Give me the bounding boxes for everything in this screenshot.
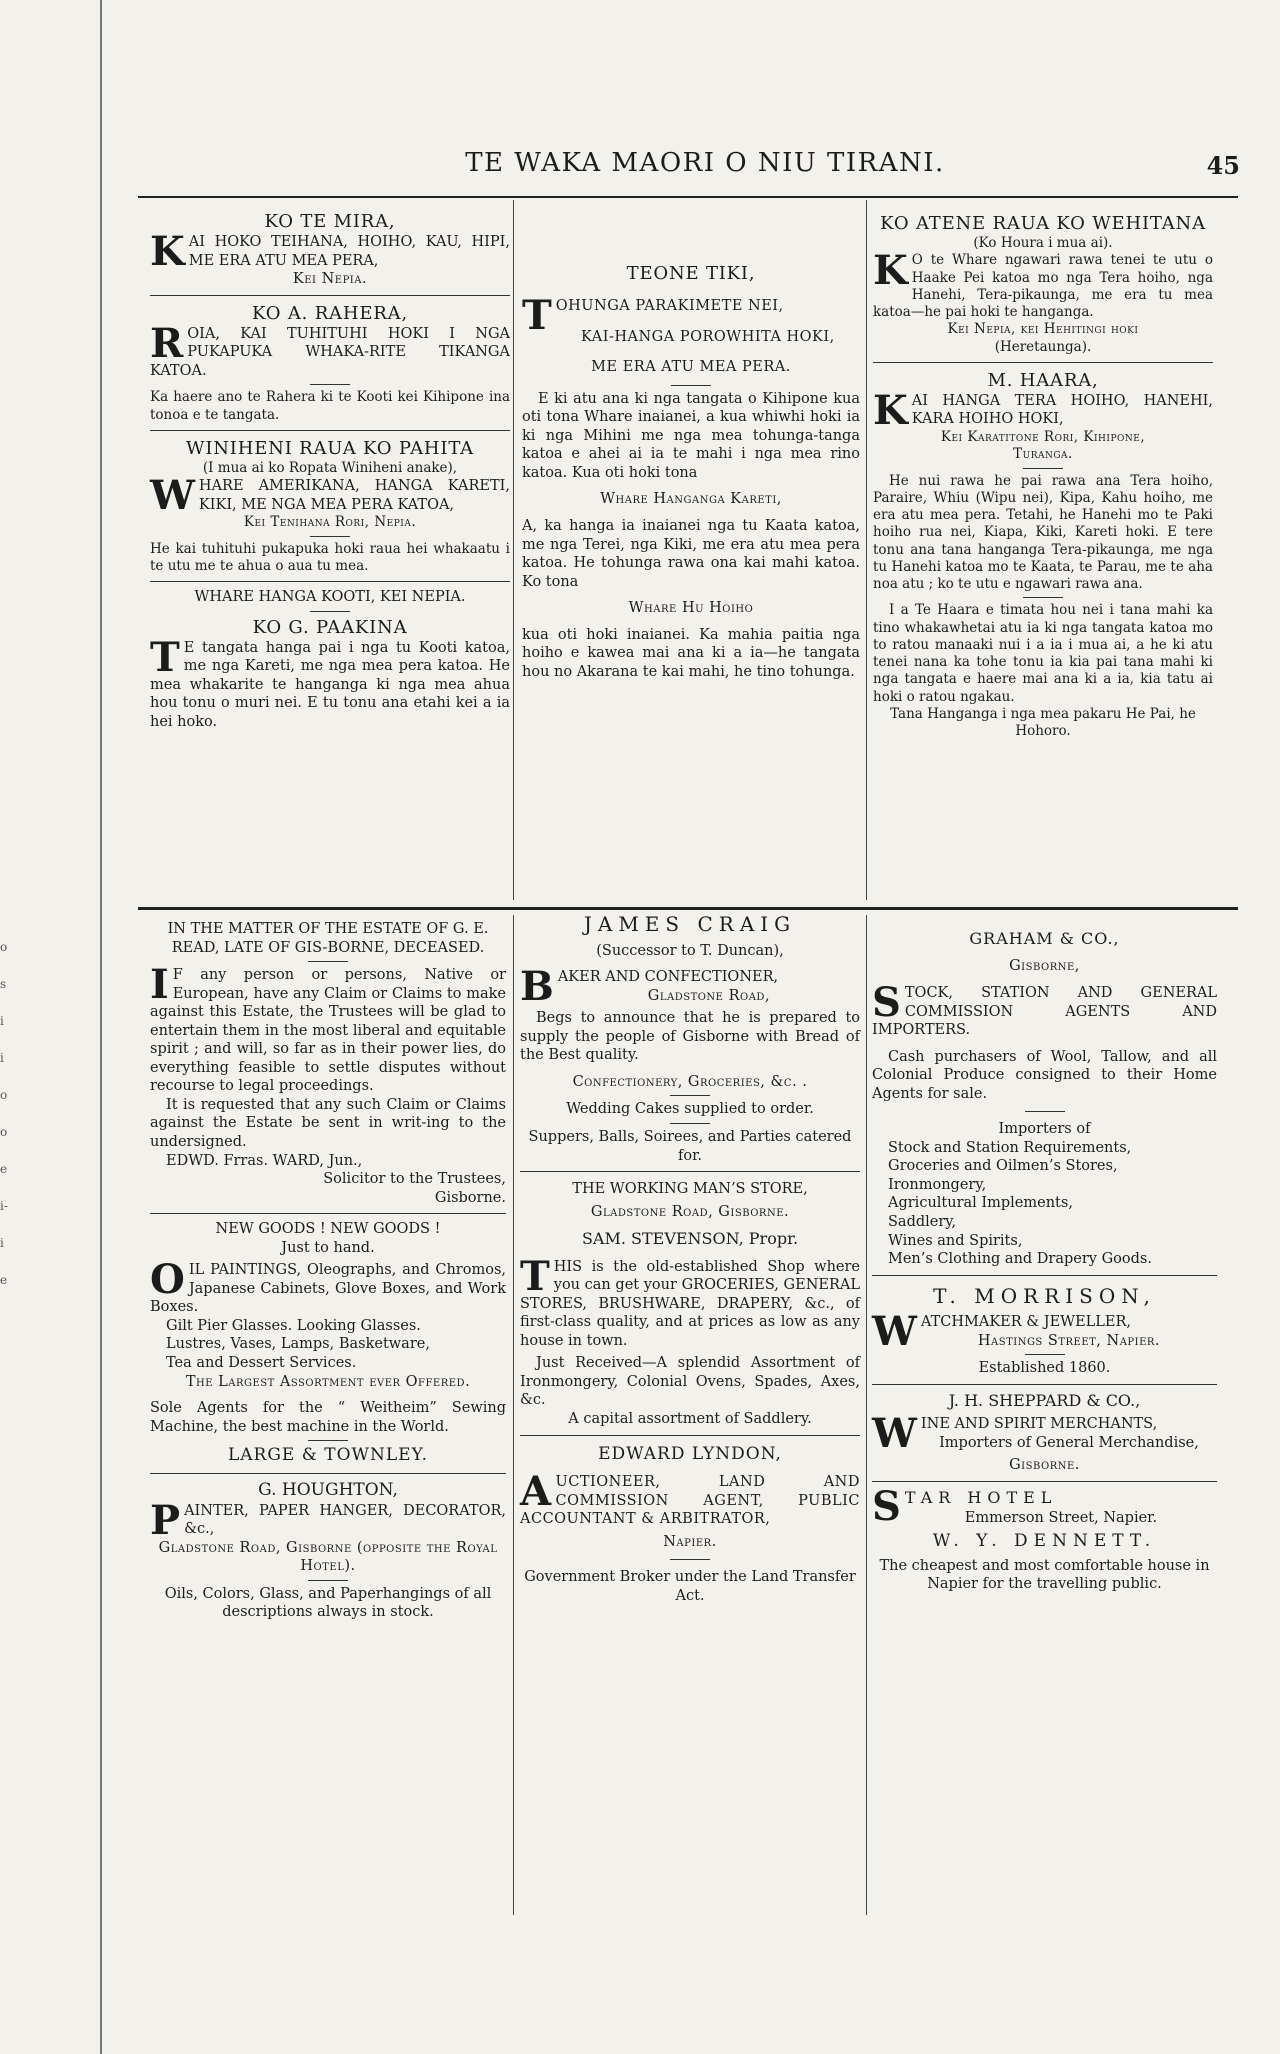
craig-line: AKER AND CONFECTIONER, [557,969,779,986]
graham-line: TOCK, STATION AND GENERAL COMMISSION AGENTS AND IMPORTERS. [872,985,1217,1039]
haara-para-3: Tana Hanganga i nga mea pakaru He Pai, he Hohoro. [890,706,1196,740]
rahera-note: Ka haere ano te Rahera ki te Kooti kei Kihipone ina tonoa e te tangata. [150,389,510,423]
sheppard-line: INE AND SPIRIT MERCHANTS, [920,1416,1158,1433]
haara-heading: M. HAARA, [987,369,1099,391]
drop-cap: O [150,1256,185,1304]
houghton-note: Oils, Colors, Glass, and Paperhangings of all descriptions always in stock. [164,1585,492,1621]
goods-heading: NEW GOODS ! NEW GOODS ! [215,1221,441,1238]
read-sign: EDWD. Frras. WARD, Jun., [166,1152,363,1169]
morrison-heading: T. MORRISON, [933,1283,1156,1308]
graham-place: Gisborne, [1009,958,1080,975]
graham-body: Cash purchasers of Wool, Tallow, and all Colonial Produce consigned to their Home Agents for sale. [872,1048,1217,1102]
drop-cap: B [520,963,554,1011]
drop-cap: A [520,1468,552,1516]
graham-list-item: Ironmongery, [888,1176,987,1193]
graham-list-item: Saddlery, [888,1214,957,1231]
goods-body: IL PAINTINGS, Oleographs, and Chromos, Japanese Cabinets, Glove Boxes, and Work Boxes. [150,1262,506,1316]
craig-place: Gladstone Road, [647,987,771,1004]
drop-cap: T [150,633,180,681]
edge-frag: e [0,1162,8,1176]
teone-body-1: E ki atu ana ki nga tangata o Kihipone kua oti tona Whare inaianei, a kua whiwhi hoki ia ki nga Mihini me nga mea tohunga-tanga katoa e ahei ai ia te mahi i nga mea rino katoa. Kua oti hoki tona [522,390,860,481]
winiheni-body: HARE AMERIKANA, HANGA KARETI, KIKI, ME NGA MEA PERA KATOA, [198,478,510,513]
craig-body: Begs to announce that he is prepared to supply the people of Gisborne with Bread of the Best quality. [520,1010,860,1064]
goods-firm: LARGE & TOWNLEY. [227,1445,429,1466]
graham-imp: Importers of [998,1121,1091,1138]
atene-body: O te Whare ngawari rawa tenei te utu o Haake Pei katoa mo nga Tera hoiho, nga Hanehi, Tera-pikaunga, me era tu mea katoa—he pai hoki te hanganga. [873,252,1213,321]
column-rule [513,915,514,1915]
graham-list-item: Agricultural Implements, [888,1195,1073,1212]
section-rule [138,907,1238,910]
teone-heading: TEONE TIKI, [626,263,756,284]
drop-cap: W [150,472,195,520]
craig-line-2: Wedding Cakes supplied to order. [566,1101,814,1118]
sheppard-heading: J. H. SHEPPARD & CO., [948,1390,1141,1410]
drop-cap: K [150,228,185,276]
drop-cap: S [872,979,901,1027]
lower-column-2 [520,912,860,1606]
teone-sub-1: Whare Hanganga Kareti, [600,491,782,508]
rahera-body: OIA, KAI TUHITUHI HOKI I NGA PUKAPUKA WHAKA-RITE TIKANGA KATOA. [150,325,510,379]
teone-line-3: ME ERA ATU MEA PERA. [591,359,791,376]
drop-cap: W [872,1410,917,1458]
haara-place-2: Turanga. [1013,446,1073,463]
lyndon-heading: EDWARD LYNDON, [598,1443,782,1464]
drop-cap: K [873,247,908,295]
graham-list-item: Wines and Spirits, [888,1232,1023,1249]
drop-cap: S [872,1483,901,1531]
drop-cap: W [872,1308,917,1356]
teone-sub-2: Whare Hu Hoiho [628,600,754,617]
edge-frag: i [0,1236,4,1250]
morrison-place: Hastings Street, Napier. [977,1332,1161,1349]
read-sign-3: Gisborne. [434,1189,506,1206]
graham-list-item: Stock and Station Requirements, [888,1139,1132,1156]
edge-frag: e [0,1273,8,1287]
haara-body: AI HANGA TERA HOIHO, HANEHI, KARA HOIHO HOKI, [911,392,1213,428]
edge-fragments [0,940,14,1310]
edge-frag: i [0,1051,4,1065]
winiheni-heading: WINIHENI RAUA KO PAHITA [186,437,474,459]
morrison-est: Established 1860. [978,1360,1111,1377]
drop-cap: P [150,1496,181,1544]
edge-frag: i [0,1014,4,1028]
read-heading: IN THE MATTER OF THE ESTATE OF G. E. READ, LATE OF GIS-BORNE, DECEASED. [167,921,489,956]
read-body: F any person or persons, Native or European, have any Claim or Claims to make against this Estate, the Trustees will be glad to entertain them in the most liberal and equitable spirit ; and will, so far as in their power lies, do everything feasible to settle disputes without recourse to legal proceedings. [150,967,506,1095]
column-rule [513,200,514,900]
graham-list-item: Men’s Clothing and Drapery Goods. [888,1251,1152,1268]
lower-column-1 [150,920,506,1622]
store-body: HIS is the old-established Shop where you can get your GROCERIES, GENERAL STORES, BRUSHWARE, DRAPERY, &c., of first-class quality, and at prices as low as any house in town. [520,1258,860,1349]
kooti-heading: WHARE HANGA KOOTI, KEI NEPIA. [194,589,466,606]
drop-cap: I [150,961,169,1009]
atene-heading: KO ATENE RAUA KO WEHITANA [880,213,1206,234]
store-heading: THE WORKING MAN’S STORE, [572,1181,808,1198]
craig-line-1: Confectionery, Groceries, &c. . [572,1073,808,1090]
teone-line-1: OHUNGA PARAKIMETE NEI, [555,298,784,315]
star-prop: W. Y. DENNETT. [932,1531,1157,1552]
star-heading: TAR HOTEL [904,1488,1058,1508]
sheppard-body: Importers of General Merchandise, [939,1434,1199,1451]
houghton-body: AINTER, PAPER HANGER, DECORATOR, &c., [184,1502,506,1538]
page-title: TE WAKA MAORI O NIU TIRANI. [465,148,945,178]
lower-column-3 [872,925,1217,1594]
teone-body-2: A, ka hanga ia inaianei nga tu Kaata katoa, me nga Terei, nga Kiki, me era atu mea pera katoa. He tohunga rawa ona kai mahi katoa. Ko tona [522,517,860,590]
edge-frag: s [0,977,7,991]
page-header [170,148,1240,188]
page-edge-rule [100,0,102,2054]
graham-list-item: Groceries and Oilmen’s Stores, [888,1158,1118,1175]
mira-heading: KO TE MIRA, [264,211,396,232]
upper-column-3 [873,212,1213,741]
edge-frag: o [0,940,8,954]
edge-frag: o [0,1125,8,1139]
upper-column-2 [522,250,860,681]
lyndon-note: Government Broker under the Land Transfer Act. [524,1569,856,1605]
atene-place: Kei Nepia, kei Hehitingi hoki [947,321,1139,338]
column-rule [866,200,867,900]
store-body-2: Just Received—A splendid Assortment of Ironmongery, Colonial Ovens, Spades, Axes, &c. [520,1355,860,1409]
drop-cap: T [520,1252,550,1300]
edge-frag: o [0,1088,8,1102]
mira-body: AI HOKO TEIHANA, HOIHO, KAU, HIPI, ME ERA ATU MEA PERA, [188,234,510,269]
store-body-3: A capital assortment of Saddlery. [568,1411,812,1427]
paakina-heading: KO G. PAAKINA [252,616,408,638]
edge-frag: i- [0,1199,8,1213]
houghton-place: Gladstone Road, Gisborne (opposite the Royal Hotel). [158,1539,498,1575]
teone-body-3: kua oti hoki inaianei. Ka mahia paitia nga hoiho e kawea mai ana ki a ia—he tangata hou no Akarana te kai mahi, he tino tohunga. [522,626,860,680]
goods-line: Sole Agents for the “ Weitheim” Sewing Machine, the best machine in the World. [150,1400,506,1435]
goods-line: Gilt Pier Glasses. Looking Glasses. [166,1317,421,1334]
drop-cap: K [873,386,908,434]
winiheni-sub: (I mua ai ko Ropata Winiheni anake), [202,459,458,476]
winiheni-note: He kai tuhituhi pukapuka hoki raua hei whakaatu i te utu me te ahua o aua tu mea. [150,540,510,574]
mira-place: Kei Nepia. [292,271,368,288]
craig-heading: JAMES CRAIG [583,912,797,936]
column-rule [866,915,867,1915]
goods-line: The Largest Assortment ever Offered. [185,1373,471,1390]
goods-line: Tea and Dessert Services. [166,1355,357,1372]
star-note: The cheapest and most comfortable house in Napier for the travelling public. [879,1557,1210,1593]
teone-line-2: KAI-HANGA POROWHITA HOKI, [581,328,835,345]
atene-sub: (Ko Houra i mua ai). [973,235,1113,252]
graham-heading: GRAHAM & CO., [969,929,1120,948]
goods-line: Lustres, Vases, Lamps, Basketware, [166,1336,430,1353]
store-prop: SAM. STEVENSON, Propr. [581,1229,799,1249]
winiheni-place: Kei Tenihana Rori, Nepia. [243,514,417,531]
upper-column-1 [150,210,510,731]
store-place: Gladstone Road, Gisborne. [590,1203,790,1220]
haara-para-2: I a Te Haara e timata hou nei i tana mahi ka tino whakawhetai atu ia ki nga tangata katoa mo to ratou manaaki nui i a ia i mua ai, a he ki atu tenei nana ka tohe tonu ia kia pai tana mahi ki nga tangata e haere mai ana ki a ia, kia tatu ai hoki o ratou ngakau. [873,602,1213,705]
goods-sub: Just to hand. [281,1239,375,1256]
craig-line-3: Suppers, Balls, Soirees, and Parties catered for. [528,1128,852,1164]
page-number: 45 [1206,151,1240,180]
rahera-heading: KO A. RAHERA, [252,302,408,324]
craig-sub: (Successor to T. Duncan), [596,942,784,959]
drop-cap: T [522,292,552,340]
morrison-line: ATCHMAKER & JEWELLER, [920,1314,1132,1331]
drop-cap: R [150,319,184,367]
haara-place: Kei Karatitone Rori, Kihipone, [940,429,1146,446]
sheppard-place: Gisborne. [1009,1457,1080,1474]
haara-para-1: He nui rawa he pai rawa ana Tera hoiho, Paraire, Whiu (Wipu nei), Kipa, Kahu hoiho, me era atu mea pera. Tetahi, he Hanehi mo te Paki hoiho rua nei, Kiapa, Kiki, Kareti hoki. E tere tonu ana tana hanganga Tera-pikaunga, me nga tu Hanehi katoa mo te Kaata, te Parau, me te aha noa atu ; ko te utu e ngawari rawa ana. [873,472,1213,593]
atene-place-2: (Heretaunga). [994,338,1092,355]
header-rule [138,196,1238,198]
lyndon-line: UCTIONEER, LAND AND COMMISSION AGENT, PUBLIC ACCOUNTANT & ARBITRATOR, [520,1474,860,1528]
read-sign-2: Solicitor to the Trustees, [323,1171,506,1188]
lyndon-place: Napier. [663,1533,717,1550]
paakina-body: E tangata hanga pai i nga tu Kooti katoa, me nga Kareti, me nga mea pera katoa. He mea whakarite te hanganga ki nga mea ahua hou tonu o muri nei. E tu tonu ana etahi kei a ia hei hoko. [150,639,510,730]
houghton-heading: G. HOUGHTON, [258,1479,398,1500]
star-place: Emmerson Street, Napier. [964,1509,1158,1526]
read-body-2: It is requested that any such Claim or Claims against the Estate be sent in writ-ing to the undersigned. [150,1096,506,1151]
